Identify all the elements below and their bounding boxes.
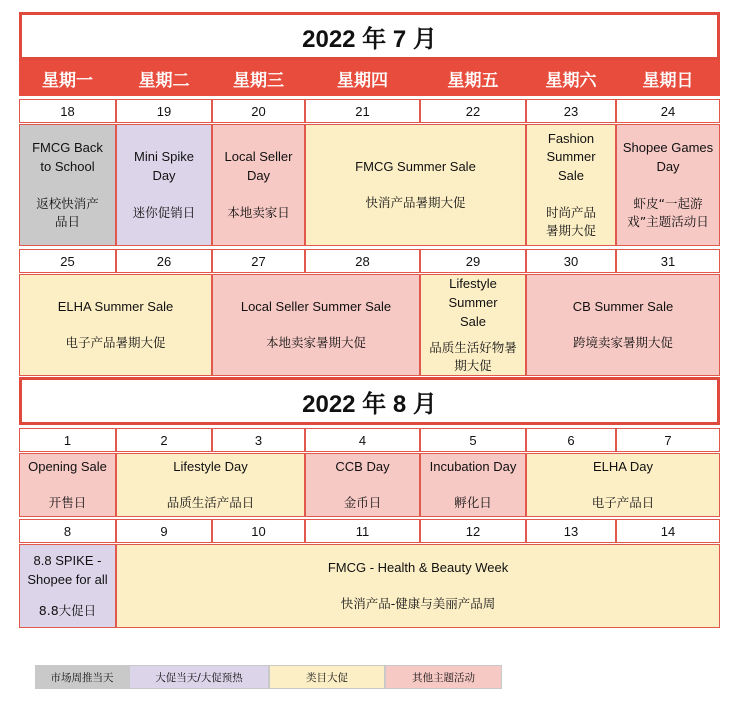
event-lifestyle-summer-sale — [420, 274, 526, 376]
event-en: Mini Spike Day — [134, 149, 194, 183]
event-en: Local Seller Day — [224, 149, 293, 183]
event-en: ELHA Summer Sale — [57, 298, 174, 314]
date-cell: 8 — [19, 519, 116, 543]
july-month-title — [19, 12, 720, 60]
legend-label: 市场周推当天 — [50, 671, 114, 684]
event-incubation-day — [420, 453, 526, 517]
event-en: Local Seller Summer Sale — [240, 298, 392, 314]
date-cell: 31 — [616, 249, 720, 273]
event-en: Fashion Summer Sale — [546, 130, 596, 184]
event-cn: 本地卖家暑期大促 — [265, 335, 366, 351]
weekday-label: 星期四 — [337, 70, 388, 90]
event-mini-spike — [116, 124, 212, 246]
event-cn: 快消产品-健康与美丽产品周 — [340, 596, 496, 612]
event-fmcg-back-to-school — [19, 124, 116, 246]
event-fmcg-summer-sale — [305, 124, 526, 246]
event-cb-summer-sale — [526, 274, 720, 376]
event-lifestyle-day — [116, 453, 305, 517]
event-cn: 迷你促销日 — [132, 204, 196, 220]
weekday-label: 星期二 — [138, 70, 190, 90]
event-cn: 返校快消产品日 — [36, 195, 99, 229]
date-cell: 27 — [212, 249, 305, 273]
weekday-label: 星期六 — [545, 70, 597, 90]
weekday-label: 星期五 — [447, 70, 499, 90]
event-en: Shopee Games Day — [622, 140, 714, 174]
event-cn: 8.8大促日 — [38, 602, 97, 618]
date-cell: 18 — [19, 99, 116, 123]
legend-label: 其他主题活动 — [412, 671, 475, 684]
date-cell: 22 — [420, 99, 526, 123]
event-cn: 本地卖家日 — [227, 204, 290, 220]
event-en: Opening Sale — [28, 458, 107, 474]
event-elha-summer-sale — [19, 274, 212, 376]
date-cell: 23 — [526, 99, 616, 123]
event-elha-day — [526, 453, 720, 517]
date-cell: 6 — [526, 428, 616, 452]
weekday-mon — [19, 60, 116, 96]
date-cell: 29 — [420, 249, 526, 273]
weekday-sat — [526, 60, 616, 96]
event-en: 8.8 SPIKE - Shopee for all — [27, 553, 108, 587]
event-en: FMCG Summer Sale — [355, 158, 476, 174]
date-cell: 21 — [305, 99, 420, 123]
date-cell: 4 — [305, 428, 420, 452]
date-cell: 14 — [616, 519, 720, 543]
legend-pink — [385, 665, 502, 689]
date-cell: 10 — [212, 519, 305, 543]
event-fashion-summer-sale — [526, 124, 616, 246]
date-cell: 3 — [212, 428, 305, 452]
event-fmcg-health-beauty-week — [116, 544, 720, 628]
event-en: ELHA Day — [593, 458, 653, 474]
date-cell: 19 — [116, 99, 212, 123]
event-en: Lifestyle Summer Sale — [448, 276, 498, 329]
event-local-seller-day — [212, 124, 305, 246]
date-cell: 1 — [19, 428, 116, 452]
event-cn: 金币日 — [343, 495, 382, 511]
legend-label: 类目大促 — [306, 671, 348, 684]
date-cell: 20 — [212, 99, 305, 123]
event-cn: 品质生活好物暑期大促 — [429, 339, 517, 373]
event-cn: 品质生活产品日 — [166, 495, 255, 511]
legend-label: 大促当天/大促预热 — [155, 671, 243, 684]
event-local-seller-summer-sale — [212, 274, 420, 376]
event-en: Lifestyle Day — [173, 458, 248, 474]
date-cell: 24 — [616, 99, 720, 123]
event-cn: 电子产品日 — [591, 495, 655, 511]
event-cn: 电子产品暑期大促 — [65, 335, 166, 351]
weekday-tue — [116, 60, 212, 96]
event-ccb-day — [305, 453, 420, 517]
weekday-label: 星期一 — [42, 70, 93, 90]
weekday-wed — [212, 60, 305, 96]
date-cell: 9 — [116, 519, 212, 543]
event-cn: 跨境卖家暑期大促 — [572, 335, 673, 351]
weekday-label: 星期日 — [642, 70, 694, 90]
legend-yellow — [269, 665, 385, 689]
august-title-text: 2022 年 8 月 — [302, 390, 437, 418]
event-opening-sale — [19, 453, 116, 517]
event-en: FMCG - Health & Beauty Week — [327, 559, 509, 575]
legend-gray — [35, 665, 129, 689]
legend-purple — [129, 665, 269, 689]
august-month-title — [19, 377, 720, 425]
date-cell: 25 — [19, 249, 116, 273]
event-en: FMCG Back to School — [32, 140, 103, 174]
event-cn: 孵化日 — [454, 495, 492, 511]
july-title-text: 2022 年 7 月 — [302, 25, 437, 53]
date-cell: 11 — [305, 519, 420, 543]
date-cell: 28 — [305, 249, 420, 273]
weekday-label: 星期三 — [233, 70, 284, 90]
event-en: Incubation Day — [429, 458, 517, 474]
event-cn: 虾皮“一起游戏”主题活动日 — [627, 195, 709, 229]
date-cell: 13 — [526, 519, 616, 543]
date-cell: 7 — [616, 428, 720, 452]
date-cell: 5 — [420, 428, 526, 452]
event-en: CCB Day — [335, 458, 390, 474]
event-cn: 开售日 — [48, 495, 87, 511]
event-shopee-games-day — [616, 124, 720, 246]
weekday-sun — [616, 60, 720, 96]
date-cell: 30 — [526, 249, 616, 273]
event-cn: 快消产品暑期大促 — [365, 195, 466, 211]
date-cell: 12 — [420, 519, 526, 543]
event-en: CB Summer Sale — [572, 298, 674, 314]
weekday-fri — [420, 60, 526, 96]
weekday-thu — [305, 60, 420, 96]
date-cell: 2 — [116, 428, 212, 452]
event-cn: 时尚产品暑期大促 — [545, 205, 596, 239]
event-88-spike — [19, 544, 116, 628]
date-cell: 26 — [116, 249, 212, 273]
